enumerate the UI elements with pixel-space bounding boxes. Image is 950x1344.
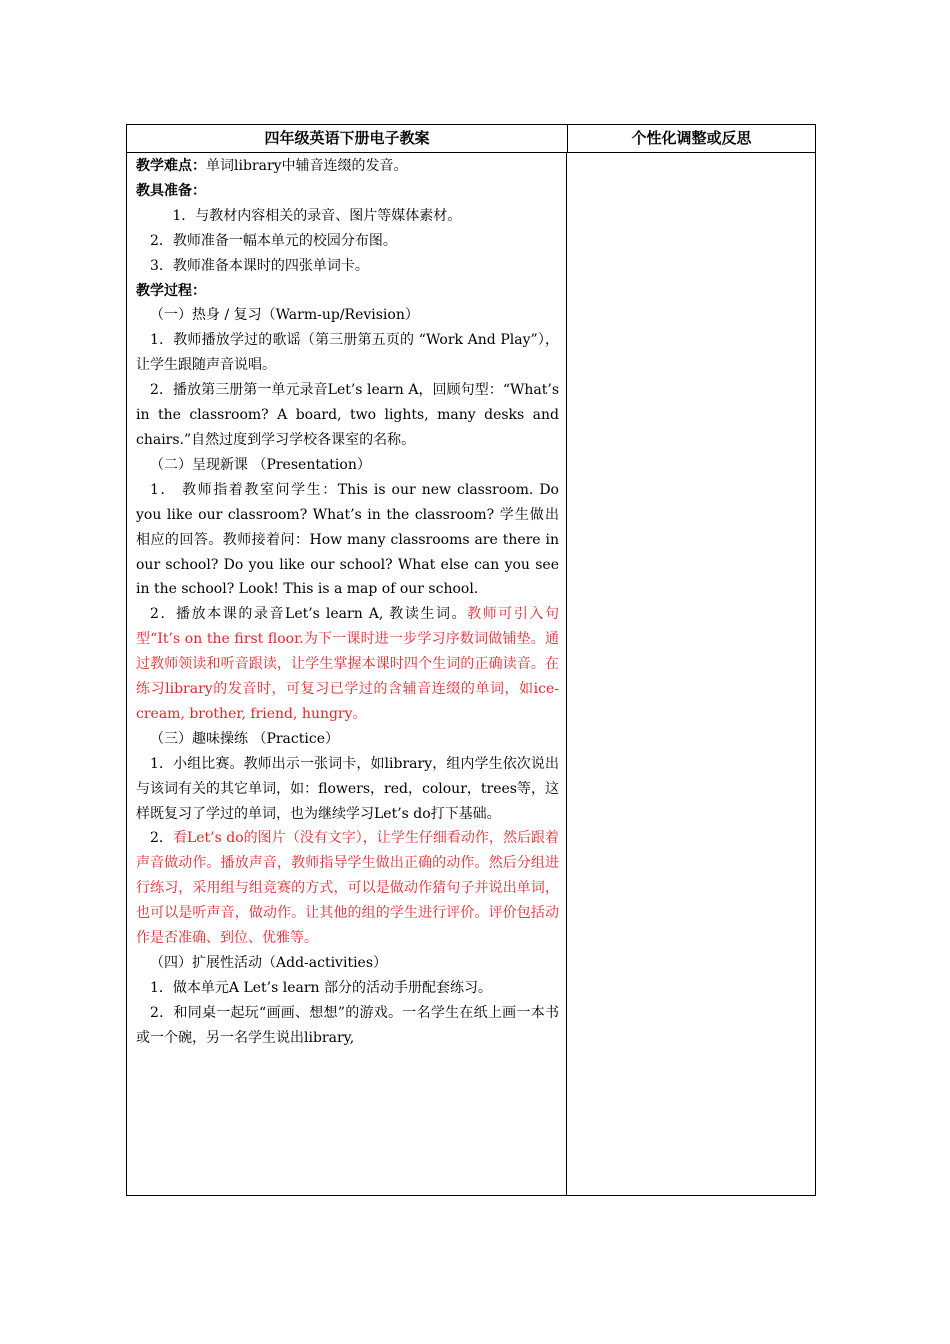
reflection-column-title: 个性化调整或反思 bbox=[631, 129, 752, 147]
section-4-title: （四）扩展性活动（Add-activities） bbox=[150, 955, 388, 971]
section-2-paragraph-2-text: 2．播放本课的录音Let’s learn A, 教读生词。 bbox=[150, 606, 468, 623]
lesson-content-cell bbox=[127, 153, 567, 1196]
section-2-paragraph-1: 1． 教师指着教室问学生：This is our new classroom. Do you like our classroom? What’s in the classroom? 学生做出相应的回答。教师接着问：How many classrooms are there in our school? Do you like our school? What else can you see in the school? Look! This is a map of our school. bbox=[136, 481, 559, 598]
difficulty-text: 单词library中辅音连缀的发音。 bbox=[206, 158, 408, 174]
section-1-paragraph-1: 1．教师播放学过的歌谣（第三册第五页的 “Work And Play”），让学生跟随声音说唱。 bbox=[136, 332, 559, 374]
section-3-highlight-text: 看Let’s do的图片（没有文字），让学生仔细看动作，然后跟着声音做动作。播放声音，教师指导学生做出正确的动作。然后分组进行练习，采用组与组竞赛的方式，可以是做动作猜句子并说出单词，也可以是听声音，做动作。让其他的组的学生进行评价。评价包括动作是否准确、到位、优雅等。 bbox=[136, 830, 559, 947]
section-3-paragraph-2 bbox=[136, 826, 559, 951]
section-4-paragraph-2: 2．和同桌一起玩“画画、想想”的游戏。一名学生在纸上画一本书或一个碗，另一名学生说出library, bbox=[136, 1004, 559, 1046]
prep-item-2: 2．教师准备一幅本单元的校园分布图。 bbox=[150, 232, 397, 249]
lesson-plan-title: 四年级英语下册电子教案 bbox=[127, 125, 568, 152]
section-1-title: （一）热身 / 复习（Warm-up/Revision） bbox=[150, 307, 419, 324]
section-2-title: （二）呈现新课 （Presentation） bbox=[150, 456, 371, 473]
process-label: 教学过程： bbox=[136, 282, 206, 299]
section-3-paragraph-1: 1．小组比赛。教师出示一张词卡，如library，组内学生依次说出与该词有关的其它单词，如：flowers，red，colour，trees等，这样既复习了学过的单词，也为继续学习Let’s do打下基础。 bbox=[136, 755, 559, 822]
prep-label: 教具准备： bbox=[136, 182, 206, 199]
prep-item-3: 3．教师准备本课时的四张单词卡。 bbox=[150, 257, 369, 274]
section-3-title: （三）趣味操练 （Practice） bbox=[150, 730, 339, 747]
prep-item-1: 1．与教材内容相关的录音、图片等媒体素材。 bbox=[172, 207, 462, 224]
section-2-highlight-text: 教师可引入句型“It’s on the first floor.为下一课时进一步学习序数词做铺垫。通过教师领读和听音跟读，让学生掌握本课时四个生词的正确读音。在练习library的发音时，可复习已学过的含辅音连缀的单词，如ice-cream, brother, friend, hungry。 bbox=[136, 606, 560, 722]
table-body-row bbox=[127, 153, 815, 1196]
difficulty-line bbox=[136, 154, 559, 179]
section-3-paragraph-2-number: 2． bbox=[150, 830, 173, 847]
lesson-plan-table bbox=[126, 124, 816, 1196]
difficulty-label: 教学难点： bbox=[136, 158, 206, 174]
section-2-paragraph-2 bbox=[136, 602, 559, 727]
section-4-paragraph-1: 1．做本单元A Let’s learn 部分的活动手册配套练习。 bbox=[150, 979, 493, 996]
section-1-paragraph-2: 2．播放第三册第一单元录音Let’s learn A，回顾句型：“What’s in the classroom? A board, two lights, many desks and chairs.”自然过度到学习学校各课室的名称。 bbox=[136, 382, 559, 448]
reflection-cell bbox=[567, 153, 815, 1196]
table-header-row bbox=[127, 125, 815, 153]
